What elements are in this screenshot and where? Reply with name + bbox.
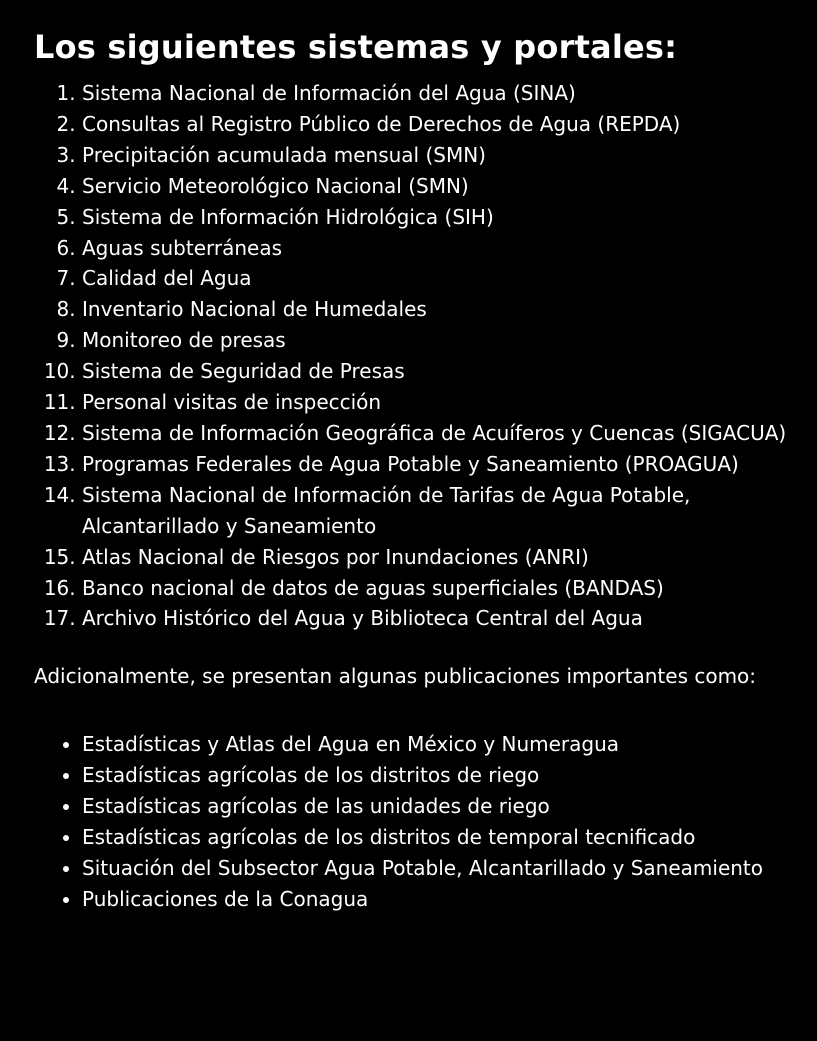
list-item[interactable]: 9. Monitoreo de presas [82,325,797,356]
list-item[interactable]: 1. Sistema Nacional de Información del Agua (SINA) [82,78,797,109]
list-item[interactable]: • Estadísticas agrícolas de los distritos de riego [82,760,797,791]
list-item[interactable]: 5. Sistema de Información Hidrológica (SIH) [82,202,797,233]
list-item[interactable]: • Estadísticas agrícolas de las unidades de riego [82,791,797,822]
list-item[interactable]: 15. Atlas Nacional de Riesgos por Inundaciones (ANRI) [82,542,797,573]
list-item[interactable]: 10. Sistema de Seguridad de Presas [82,356,797,387]
list-item[interactable]: 11. Personal visitas de inspección [82,387,797,418]
list-item[interactable]: 12. Sistema de Información Geográfica de Acuíferos y Cuencas (SIGACUA) [82,418,797,449]
list-item[interactable]: 8. Inventario Nacional de Humedales [82,294,797,325]
list-item[interactable]: 2. Consultas al Registro Público de Derechos de Agua (REPDA) [82,109,797,140]
list-item[interactable]: 7. Calidad del Agua [82,263,797,294]
list-item[interactable]: 17. Archivo Histórico del Agua y Biblioteca Central del Agua [82,603,797,634]
list-item[interactable]: • Estadísticas agrícolas de los distritos de temporal tecnificado [82,822,797,853]
list-item[interactable]: • Situación del Subsector Agua Potable, Alcantarillado y Saneamiento [82,853,797,884]
list-item[interactable]: 14. Sistema Nacional de Información de Tarifas de Agua Potable, Alcantarillado y Saneamiento [82,480,797,542]
list-item[interactable]: 6. Aguas subterráneas [82,233,797,264]
systems-list [34,78,797,634]
page-title: Los siguientes sistemas y portales: [34,28,678,66]
list-item[interactable]: 4. Servicio Meteorológico Nacional (SMN) [82,171,797,202]
list-item[interactable]: 16. Banco nacional de datos de aguas superficiales (BANDAS) [82,573,797,604]
list-item[interactable]: 3. Precipitación acumulada mensual (SMN) [82,140,797,171]
intro-paragraph: Adicionalmente, se presentan algunas publicaciones importantes como: [34,664,757,689]
list-item[interactable]: • Estadísticas y Atlas del Agua en México y Numeragua [82,729,797,760]
list-item[interactable]: • Publicaciones de la Conagua [82,884,797,915]
list-item[interactable]: 13. Programas Federales de Agua Potable y Saneamiento (PROAGUA) [82,449,797,480]
publications-list [34,729,797,914]
